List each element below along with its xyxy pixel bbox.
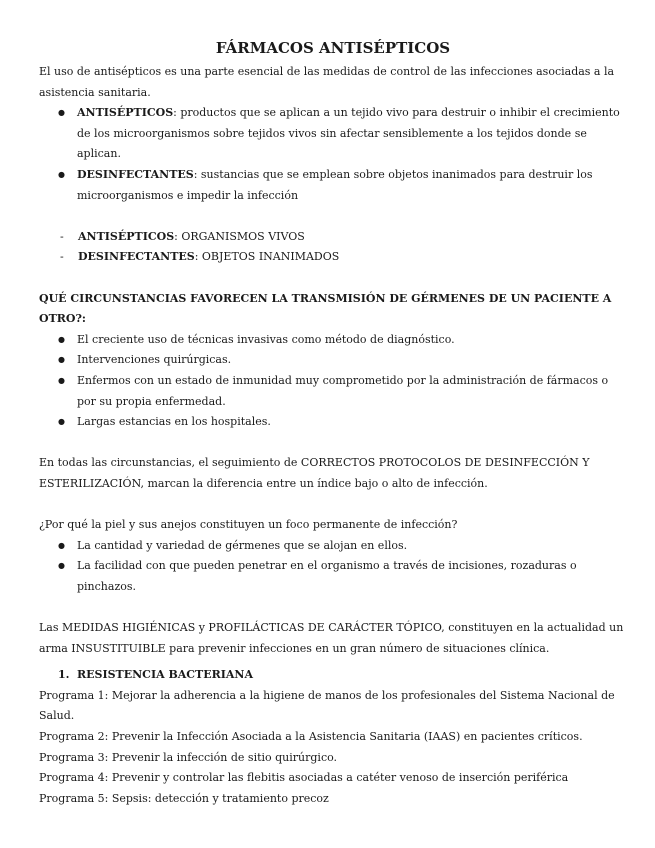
circumstances-list (39, 330, 627, 433)
list-item: ● El creciente uso de técnicas invasivas como método de diagnóstico. (39, 330, 627, 351)
question-heading: QUÉ CIRCUNSTANCIAS FAVORECEN LA TRANSMISIÓN DE GÉRMENES DE UN PACIENTE A OTRO?: (39, 291, 612, 326)
measures-paragraph: Las MEDIDAS HIGIÉNICAS y PROFILÁCTICAS DE CARÁCTER TÓPICO, constituyen en la actualidad un arma INSUSTITUIBLE para prevenir infecciones en un gran número de situaciones clínica. (39, 621, 624, 655)
list-item: ● Intervenciones quirúrgicas. (39, 350, 627, 371)
program-line: Programa 4: Prevenir y controlar las flebitis asociadas a catéter venoso de inserción periférica (39, 771, 569, 785)
list-item: ● La cantidad y variedad de gérmenes que se alojan en ellos. (39, 536, 627, 557)
definitions-list (39, 103, 627, 206)
list-item: - ANTISÉPTICOS: ORGANISMOS VIVOS (39, 227, 627, 248)
section-number: 1. (58, 668, 70, 682)
program-line: Programa 1: Mejorar la adherencia a la higiene de manos de los profesionales del Sistema Nacional de Salud. (39, 688, 615, 723)
intro-paragraph: El uso de antisépticos es una parte esencial de las medidas de control de las infecciones asociadas a la asistencia sanitaria. (39, 65, 615, 99)
program-line: Programa 5: Sepsis: detección y tratamiento precoz (39, 791, 329, 805)
section-heading (39, 665, 627, 686)
program-line: Programa 3: Prevenir la infección de sitio quirúrgico. (39, 750, 338, 764)
protocols-paragraph: En todas las circunstancias, el seguimiento de CORRECTOS PROTOCOLOS DE DESINFECCIÓN Y ESTERILIZACIÓN, marcan la diferencia entre un índice bajo o alto de infección. (39, 456, 590, 490)
list-item: ● ANTISÉPTICOS: productos que se aplican a un tejido vivo para destruir o inhibir el crecimiento de los microorganismos sobre tejidos vivos sin afectar sensiblemente a los tejidos donde se aplican. (39, 103, 627, 165)
section-title: RESISTENCIA BACTERIANA (77, 668, 254, 682)
skin-reasons-list (39, 536, 627, 598)
list-item: ● DESINFECTANTES: sustancias que se emplean sobre objetos inanimados para destruir los microorganismos e impedir la infección (39, 165, 627, 206)
list-item: ● Enfermos con un estado de inmunidad muy comprometido por la administración de fármacos o por su propia enfermedad. (39, 371, 627, 412)
skin-question: ¿Por qué la piel y sus anejos constituyen un foco permanente de infección? (39, 518, 458, 532)
page-title: FÁRMACOS ANTISÉPTICOS (215, 39, 451, 57)
program-line: Programa 2: Prevenir la Infección Asociada a la Asistencia Sanitaria (IAAS) en pacientes críticos. (39, 730, 583, 743)
summary-list (39, 227, 627, 268)
list-item: ● Largas estancias en los hospitales. (39, 412, 627, 433)
list-item: ● La facilidad con que pueden penetrar en el organismo a través de incisiones, rozaduras o pinchazos. (39, 556, 627, 597)
list-item: - DESINFECTANTES: OBJETOS INANIMADOS (39, 247, 627, 268)
